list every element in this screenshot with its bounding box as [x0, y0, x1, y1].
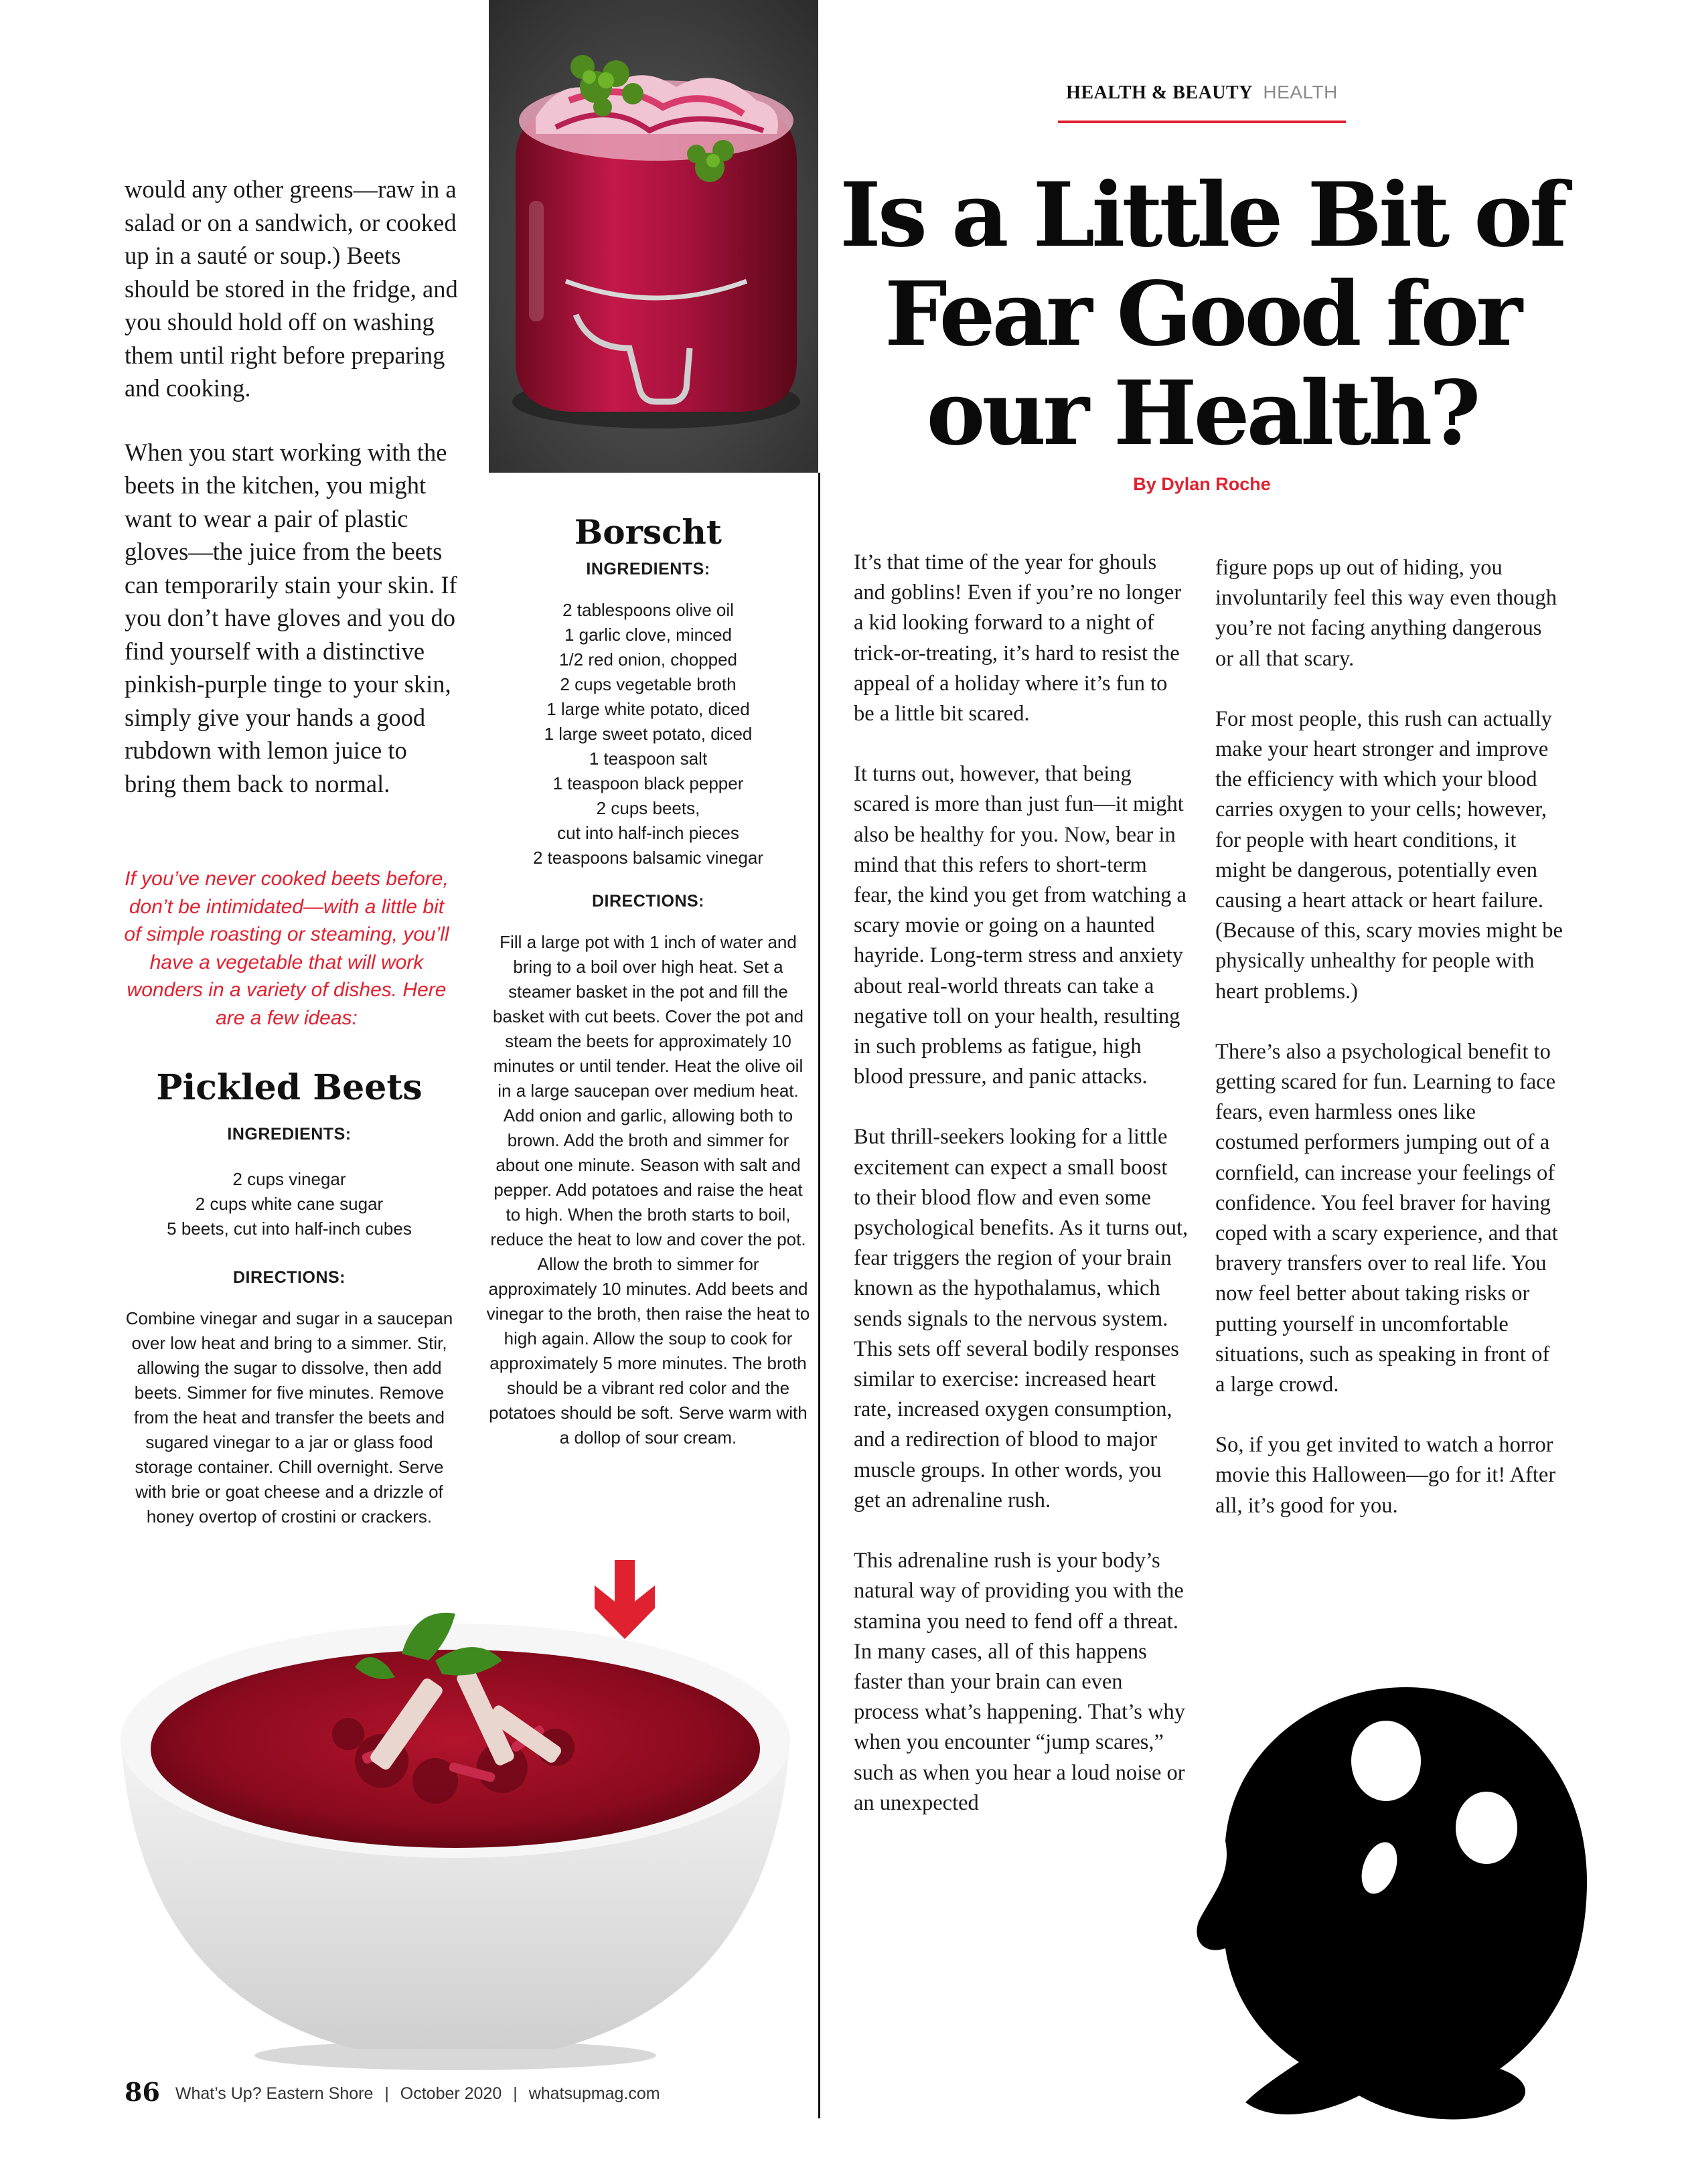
- article-column-right: [1215, 553, 1563, 1551]
- ingredient-item: 5 beets, cut into half-inch cubes: [167, 1219, 412, 1239]
- headline-line: Fear Good for: [885, 262, 1519, 366]
- beets-article-text: [125, 173, 459, 831]
- footer-separator: |: [384, 2084, 389, 2103]
- column-divider: [818, 473, 820, 2118]
- headline-line: our Health?: [926, 362, 1478, 465]
- ingredients-heading: INGREDIENTS:: [227, 1125, 352, 1144]
- article-headline: [837, 163, 1567, 465]
- footer-separator: |: [513, 2084, 518, 2103]
- article-paragraph: But thrill-seekers looking for a little excitement can expect a small boost to their blood flow and even some psychological benefits. As it turns out, fear triggers the region of your brain known as the hypothalamus, which sends signals to the nervous system. This sets off several bodily responses similar to exercise: increased heart rate, increased oxygen consumption, and a redirection of blood to major muscle groups. In other words, you get an adrenaline rush.: [854, 1125, 1189, 1512]
- recipe-title: Pickled Beets: [156, 1067, 423, 1108]
- article-paragraph: It turns out, however, that being scared is more than just fun—it might also be healthy for you. Now, bear in mind that this refers to short-term fear, the kind you get from watching a scary movie or going on a haunted hayride. Long-term stress and anxiety about real-world threats can take a negative toll on your health, resulting in such problems as fatigue, high blood pressure, and panic attacks.: [854, 762, 1187, 1089]
- pickled-beets-recipe: [125, 1065, 454, 1529]
- headline-line: Is a Little Bit of: [840, 163, 1564, 267]
- subsection-name: HEALTH: [1263, 82, 1338, 102]
- article-paragraph: There’s also a psychological benefit to getting scared for fun. Learning to face fears, even harmless ones like costumed performers jumping out of a cornfield, can increase your feelings of confidence. You feel braver for having coped with a scary experience, and that bravery transfers over to real life. You now feel better about taking risks or putting yourself in uncomfortable situations, such as speaking in front of a large crowd.: [1215, 1039, 1558, 1397]
- pickled-beets-jar-photo: [489, 0, 818, 473]
- ingredient-item: 1 large white potato, diced: [546, 699, 750, 719]
- directions-text: Combine vinegar and sugar in a saucepan over low heat and bring to a simmer. Stir, allowing the sugar to dissolve, then add beets. Simmer for five minutes. Remove from the heat and transfer the beets and sugared vinegar to a jar or glass food storage container. Chill overnight. Serve with brie or goat cheese and a drizzle of honey overtop of crostini or crackers.: [125, 1308, 453, 1527]
- section-header: [1058, 82, 1346, 104]
- article-paragraph: figure pops up out of hiding, you involuntarily feel this way even though you’re not facing anything dangerous or all that scary.: [1215, 556, 1557, 671]
- article-paragraph: This adrenaline rush is your body’s natural way of providing you with the stamina you need to fend off a threat. In many cases, all of this happens faster than your brain can even process what’s happening. That’s why when you encounter “jump scares,” such as when you hear a loud noise or an unexpected: [854, 1549, 1185, 1815]
- ingredient-item: 2 cups vegetable broth: [560, 674, 737, 694]
- page-number: 86: [125, 2077, 160, 2107]
- beets-paragraph: When you start working with the beets in the kitchen, you might want to wear a pair of plastic gloves—the juice from the beets can temporarily stain your skin. If you don’t have gloves and you do find yourself with a distinctive pinkish-purple tinge to your skin, simply give your hands a good rubdown with lemon juice to bring them back to normal.: [125, 438, 457, 797]
- ingredient-item: 1 teaspoon black pepper: [552, 773, 744, 793]
- website-link[interactable]: whatsupmag.com: [528, 2084, 660, 2103]
- article-column-middle: [854, 548, 1189, 1849]
- borscht-recipe: [485, 509, 812, 1450]
- ingredient-item: 1 large sweet potato, diced: [544, 724, 753, 744]
- ingredient-item: 1 teaspoon salt: [589, 749, 708, 769]
- header-rule: [1058, 121, 1346, 123]
- page-footer: [125, 2077, 727, 2107]
- ingredient-item: 2 tablespoons olive oil: [562, 600, 734, 620]
- ingredient-item: 2 cups beets,: [596, 798, 700, 818]
- directions-heading: DIRECTIONS:: [233, 1268, 346, 1287]
- ingredient-item: 2 cups white cane sugar: [195, 1194, 384, 1214]
- ingredient-item: 1/2 red onion, chopped: [559, 649, 737, 670]
- recipe-intro-note: If you’ve never cooked beets before, don’t be intimidated—with a little bit of simple roasting or steaming, you’ll have a vegetable that will work wonders in a variety of dishes. Here are a few ideas:: [124, 868, 449, 1029]
- ingredients-heading: INGREDIENTS:: [586, 560, 710, 578]
- borscht-bowl-photo: [100, 1567, 810, 2076]
- ingredient-item: cut into half-inch pieces: [557, 823, 739, 843]
- ingredient-item: 2 cups vinegar: [232, 1169, 346, 1189]
- publication-name: What’s Up? Eastern Shore: [175, 2084, 374, 2103]
- ingredients-list: [485, 598, 812, 870]
- issue-date: October 2020: [400, 2084, 502, 2103]
- article-paragraph: So, if you get invited to watch a horror movie this Halloween—go for it! After all, it’s good for you.: [1215, 1433, 1556, 1518]
- byline: By Dylan Roche: [1133, 474, 1271, 494]
- directions-heading: DIRECTIONS:: [592, 892, 704, 911]
- directions-text: Fill a large pot with 1 inch of water and bring to a boil over high heat. Set a steamer basket in the pot and fill the basket with cut beets. Cover the pot and steam the beets for approximately 10 minutes or until tender. Heat the olive oil in a large saucepan over medium heat. Add onion and garlic, allowing both to brown. Add the broth and simmer for about one minute. Season with salt and pepper. Add potatoes and raise the heat to high. When the broth starts to boil, reduce the heat to low and cover the pot. Allow the broth to simmer for approximately 10 minutes. Add beets and vinegar to the broth, then raise the heat to high again. Allow the soup to cook for approximately 5 more minutes. The broth should be a vibrant red color and the potatoes should be soft. Serve warm with a dollop of sour cream.: [486, 932, 810, 1448]
- article-paragraph: For most people, this rush can actually make your heart stronger and improve the efficiency with which your blood carries oxygen to your cells; however, for people with heart conditions, it might be dangerous, potentially even causing a heart attack or heart failure. (Because of this, scary movies might be physically unhealthy for people with heart problems.): [1215, 706, 1563, 1004]
- ghost-icon: [1185, 1660, 1607, 2142]
- article-paragraph: It’s that time of the year for ghouls and goblins! Even if you’re no longer a kid looking forward to a night of trick-or-treating, it’s hard to resist the appeal of a holiday where it’s fun to be a little bit scared.: [854, 550, 1182, 726]
- ingredient-item: 1 garlic clove, minced: [564, 625, 732, 645]
- ingredients-list: [125, 1167, 454, 1241]
- ingredient-item: 2 teaspoons balsamic vinegar: [533, 848, 763, 868]
- section-name: HEALTH & BEAUTY: [1066, 82, 1253, 103]
- recipe-title: Borscht: [575, 512, 722, 552]
- beets-paragraph: would any other greens—raw in a salad or on a sandwich, or cooked up in a sauté or soup.) Beets should be stored in the fridge, and you should hold off on washing them until right before preparing and cooking.: [125, 175, 458, 402]
